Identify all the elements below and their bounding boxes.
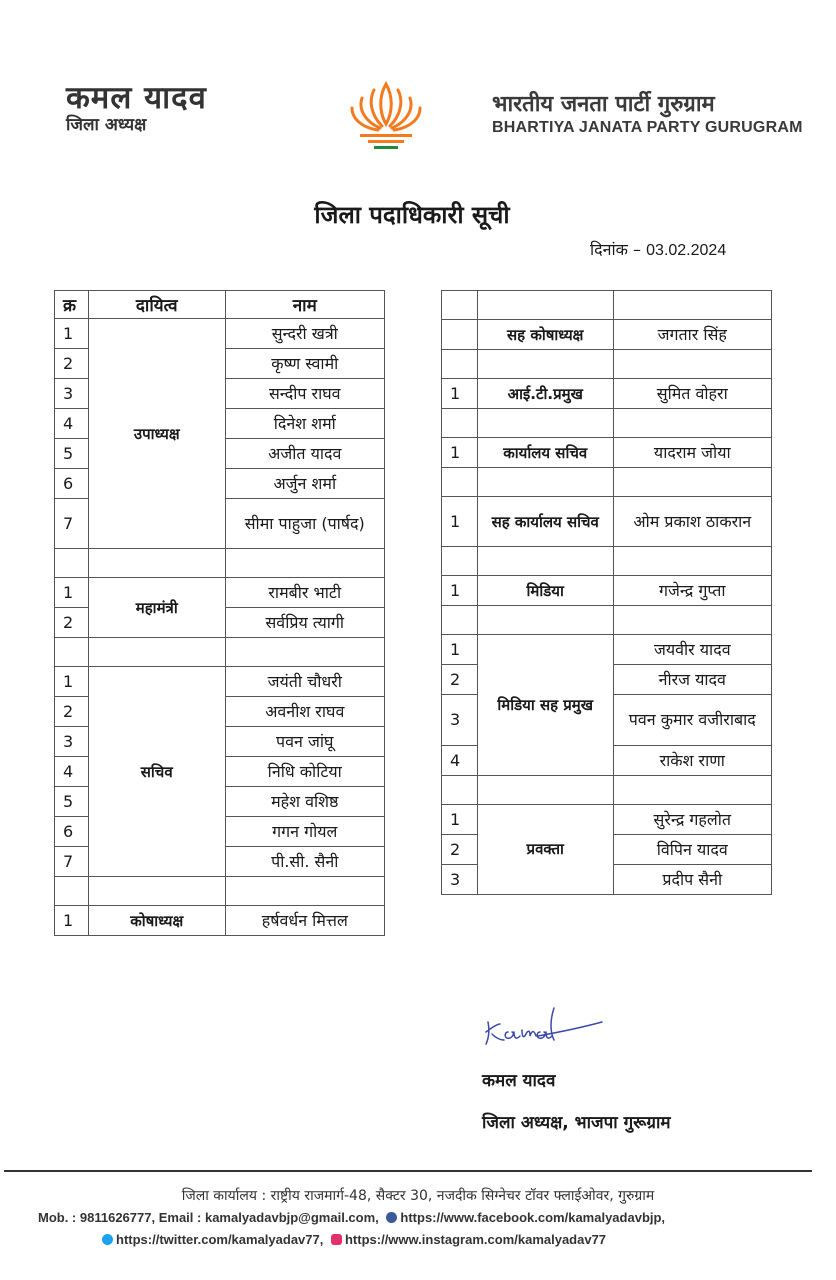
role-label: मिडिया सह प्रमुख	[477, 635, 613, 775]
member-name: प्रदीप सैनी	[613, 864, 771, 894]
member-name: जगतार सिंह	[613, 320, 771, 350]
member-name: कृष्ण स्वामी	[225, 349, 384, 379]
column-header: नाम	[225, 291, 384, 319]
role-label: सह कोषाध्यक्ष	[477, 320, 613, 350]
member-name: अजीत यादव	[225, 439, 384, 469]
serial-number: 1	[442, 635, 478, 665]
twitter-link[interactable]: https://twitter.com/kamalyadav77,	[116, 1232, 324, 1247]
right-row	[442, 497, 772, 547]
mobile-number: 9811626777,	[79, 1210, 156, 1225]
member-name: महेश वशिष्ठ	[225, 787, 384, 817]
serial-number: 4	[55, 409, 89, 439]
member-name: निधि कोटिया	[225, 757, 384, 787]
serial-number: 4	[442, 745, 478, 775]
spacer-row	[442, 291, 772, 320]
table-header	[55, 291, 385, 319]
member-name: सुमित वोहरा	[613, 379, 771, 409]
left-row	[55, 667, 385, 697]
party-name-hindi: भारतीय जनता पार्टी गुरुग्राम	[492, 92, 715, 117]
email-address: kamalyadavbjp@gmail.com,	[204, 1210, 379, 1225]
serial-number: 4	[55, 757, 89, 787]
left-row	[55, 578, 385, 608]
serial-number: 5	[55, 439, 89, 469]
member-name: गगन गोयल	[225, 817, 384, 847]
right-row	[442, 438, 772, 468]
role-label: आई.टी.प्रमुख	[477, 379, 613, 409]
serial-number: 7	[55, 847, 89, 877]
member-name: जयंती चौधरी	[225, 667, 384, 697]
contact-line: Mob. : 9811626777, Email : kamalyadavbjp@gmail.com, https://www.facebook.com/kamalyadavbjp,	[38, 1210, 666, 1225]
spacer-row	[442, 606, 772, 635]
serial-number: 5	[55, 787, 89, 817]
serial-number: 7	[55, 499, 89, 549]
member-name: दिनेश शर्मा	[225, 409, 384, 439]
member-name: विपिन यादव	[613, 834, 771, 864]
spacer-row	[55, 638, 385, 667]
right-row	[442, 804, 772, 834]
role-label: कार्यालय सचिव	[477, 438, 613, 468]
left-row	[55, 319, 385, 349]
party-name-english: BHARTIYA JANATA PARTY GURUGRAM	[492, 119, 803, 136]
serial-number: 6	[55, 469, 89, 499]
column-header: क्र	[55, 291, 89, 319]
role-label: कोषाध्यक्ष	[88, 906, 225, 936]
document-title: जिला पदाधिकारी सूची	[314, 201, 510, 229]
member-name: ओम प्रकाश ठाकरान	[613, 497, 771, 547]
serial-number: 1	[442, 576, 478, 606]
social-line	[98, 1232, 606, 1247]
member-name: अर्जुन शर्मा	[225, 469, 384, 499]
office-address: जिला कार्यालय : राष्ट्रीय राजमार्ग-48, सैक्टर 30, नजदीक सिग्नेचर टॉवर फ्लाईओवर, गुरुग्राम	[181, 1188, 655, 1204]
member-name: सर्वप्रिय त्यागी	[225, 608, 384, 638]
right-row	[442, 379, 772, 409]
serial-number: 3	[442, 695, 478, 745]
role-label: सचिव	[88, 667, 225, 877]
leader-designation: जिला अध्यक्ष	[66, 115, 147, 135]
member-name: हर्षवर्धन मित्तल	[225, 906, 384, 936]
serial-number: 6	[55, 817, 89, 847]
role-label: सह कार्यालय सचिव	[477, 497, 613, 547]
serial-number	[442, 320, 478, 350]
spacer-row	[55, 549, 385, 578]
right-row	[442, 635, 772, 665]
member-name: यादराम जोया	[613, 438, 771, 468]
spacer-row	[442, 409, 772, 438]
twitter-icon	[102, 1234, 113, 1245]
lotus-icon	[346, 76, 426, 154]
document-date: दिनांक – 03.02.2024	[590, 240, 727, 259]
facebook-link[interactable]: https://www.facebook.com/kamalyadavbjp,	[400, 1210, 666, 1225]
member-name: राकेश राणा	[613, 745, 771, 775]
facebook-icon	[386, 1212, 397, 1223]
member-name: गजेन्द्र गुप्ता	[613, 576, 771, 606]
serial-number: 1	[442, 804, 478, 834]
member-name: जयवीर यादव	[613, 635, 771, 665]
office-bearers-table-left	[54, 290, 385, 936]
column-header: दायित्व	[88, 291, 225, 319]
serial-number: 3	[55, 379, 89, 409]
role-label: महामंत्री	[88, 578, 225, 638]
member-name: पी.सी. सैनी	[225, 847, 384, 877]
role-label: उपाध्यक्ष	[88, 319, 225, 549]
signatory-name: कमल यादव	[482, 1071, 556, 1091]
role-label: मिडिया	[477, 576, 613, 606]
serial-number: 1	[442, 497, 478, 547]
spacer-row	[55, 877, 385, 906]
spacer-row	[442, 775, 772, 804]
serial-number: 2	[55, 697, 89, 727]
member-name: नीरज यादव	[613, 665, 771, 695]
right-row	[442, 576, 772, 606]
member-name: सीमा पाहुजा (पार्षद)	[225, 499, 384, 549]
serial-number: 1	[55, 906, 89, 936]
leader-name: कमल यादव	[66, 80, 207, 116]
member-name: अवनीश राघव	[225, 697, 384, 727]
serial-number: 1	[55, 667, 89, 697]
signatory-title: जिला अध्यक्ष, भाजपा गुरूग्राम	[482, 1113, 671, 1133]
member-name: सुन्दरी खत्री	[225, 319, 384, 349]
spacer-row	[442, 547, 772, 576]
instagram-icon	[331, 1234, 342, 1245]
role-label: प्रवक्ता	[477, 804, 613, 894]
instagram-link[interactable]: https://www.instagram.com/kamalyadav77	[344, 1232, 607, 1247]
serial-number: 2	[442, 665, 478, 695]
serial-number: 3	[442, 864, 478, 894]
member-name: पवन जांघू	[225, 727, 384, 757]
serial-number: 2	[442, 834, 478, 864]
office-bearers-table-right	[441, 290, 772, 895]
spacer-row	[442, 468, 772, 497]
signature-scribble	[480, 1002, 610, 1052]
left-row	[55, 906, 385, 936]
spacer-row	[442, 350, 772, 379]
serial-number: 1	[55, 578, 89, 608]
serial-number: 1	[442, 379, 478, 409]
member-name: सुरेन्द्र गहलोत	[613, 804, 771, 834]
member-name: पवन कुमार वजीराबाद	[613, 695, 771, 745]
serial-number: 1	[55, 319, 89, 349]
serial-number: 3	[55, 727, 89, 757]
right-row	[442, 320, 772, 350]
serial-number: 2	[55, 349, 89, 379]
member-name: रामबीर भाटी	[225, 578, 384, 608]
member-name: सन्दीप राघव	[225, 379, 384, 409]
serial-number: 2	[55, 608, 89, 638]
footer-divider	[4, 1170, 812, 1172]
serial-number: 1	[442, 438, 478, 468]
